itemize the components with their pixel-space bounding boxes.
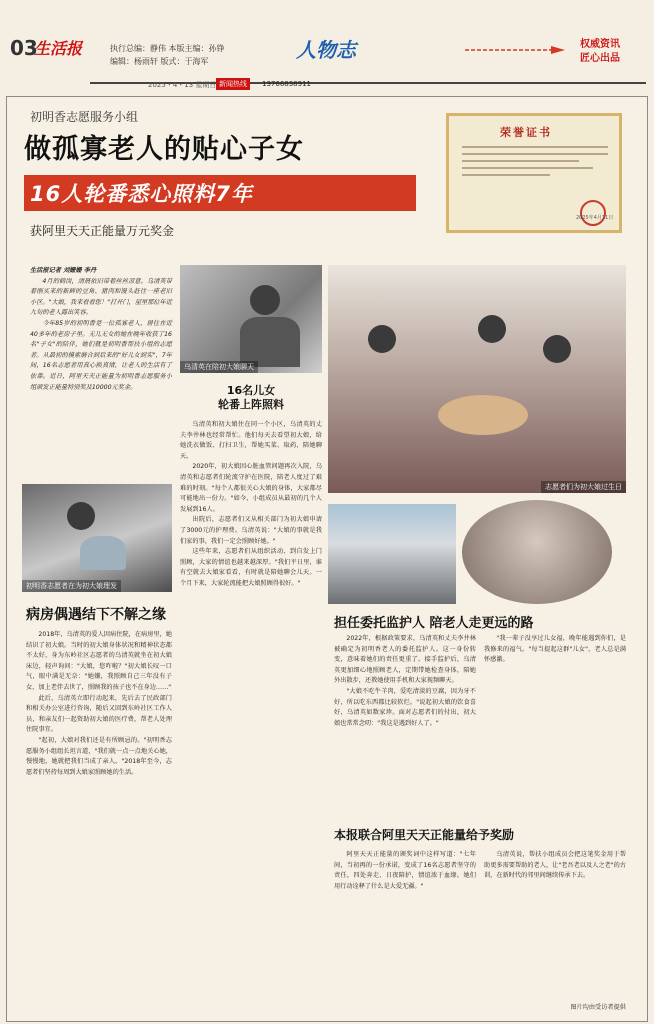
article-subhead: 16人轮番悉心照料7年 [30, 182, 253, 206]
section3-paragraph: "大娘不吃牛羊肉，爱吃清淡的豆腐，因为牙不好，所以吃东西都比较软烂。"说起初大娘的饮食喜好，乌清英如数家珍。面对志愿者们的付出，初大娘也常常念叨："我这是遇到好人了。" [334, 687, 476, 727]
photo2-caption: 乌清英在陪初大娘聊天 [180, 361, 258, 373]
intro-text [30, 266, 172, 393]
section2-paragraph: 2020年，初大娘因心脏血管问题再次入院，乌清英和志愿者们轮流守护在医院，陪老人度过了艰难的时刻。"每个人都很关心大娘的身体，大家都尽可能地出一份力。"如今，小组成员从最初的几个人发展到16人。 [180, 463, 322, 513]
slogan-line-2: 匠心出品 [580, 53, 620, 64]
intro-byline: 生活报记者 刘姗姗 李丹 [30, 267, 97, 274]
section4-text-col2 [484, 850, 626, 882]
photo1-caption: 初明香志愿者在为初大娘理发 [22, 580, 121, 592]
section1-paragraph: 此后，乌清英立即行动起来，先后去了民政部门和相关办公室进行咨询，随后又回到东岭社区工作人员，和亲友们一起资助初大娘的医疗费，帮老人处理住院事宜。 [26, 694, 172, 734]
photo-outing [328, 504, 456, 604]
section3-paragraph: 2022年，根据政策要求，乌清英和丈夫李井林被确定为初明香老人的委托监护人。这一身份转变，意味着她们的责任更重了。接手监护后，乌清英更加细心地照顾老人，定期带她检查身体，陪她外出散步，还教她使用手机和大家视频聊天。 [334, 635, 476, 685]
issue-date: 2025・4・13 星期日 [148, 81, 217, 89]
hotline-number: 13766838911 [262, 80, 311, 88]
photo-chatting [180, 265, 322, 373]
article-headline: 做孤寡老人的贴心子女 [24, 134, 304, 165]
section2-title-line2: 轮番上阵照料 [218, 398, 284, 411]
header-slogan [580, 38, 620, 66]
photo3-caption: 志愿者们为初大娘过生日 [541, 481, 626, 493]
credit-line-1: 执行总编：静伟 本版主编：孙铮 [110, 44, 225, 53]
section4-paragraph: 乌清英说，帮扶小组成员会把这笔奖金用于帮助更多需要帮助的老人，让"老吾老以及人之老"的古训，在新时代的邻里间继续传承下去。 [484, 851, 626, 880]
section1-paragraph: "起初，大娘对我们还是有所顾忌的。"初明香志愿服务小组组长坦言道，"我们就一点一点地关心她，慢慢地，她就把我们当成了亲人。"2018年至今，志愿者们坚持每周到大娘家照顾她的生活。 [26, 736, 172, 776]
photo-credit: 图片均由受访者提供 [570, 1004, 626, 1011]
slogan-line-1: 权威资讯 [580, 39, 620, 50]
section4-text-col1 [334, 850, 476, 892]
certificate-title: 荣誉证书 [500, 126, 552, 139]
photo-birthday-party [328, 265, 626, 493]
section1-paragraph: 2018年，乌清英的爱人因病住院，在病房里，她结识了初大娘。当时的初大娘身体状况和精神状态都不太好，身为东岭社区志愿者的乌清英就坐在初大娘床边，轻声询问："大娘，您咋啦？"初大娘长叹一口气，眼中满是无奈："她嫌，我照顾自己三年没有子女，加上老伴去世了，照顾我的孩子也不在身边……" [26, 631, 172, 691]
certificate-date: 2025年4月11日 [576, 215, 614, 221]
section3-paragraph: "我一辈子没享过儿女福，晚年能遇到你们，是我修来的福气。"每当提起这群"儿女"，老人总是满怀感激。 [484, 635, 626, 664]
newspaper-logo: 生活报 [34, 39, 83, 58]
photo-group [462, 500, 612, 604]
section2-paragraph: 出院后，志愿者们又从相关部门为初大娘申请了3000元的护理费。乌清英说："大娘的事就是我们家的事，我们一定会照顾好她。" [180, 516, 322, 545]
section3-title: 担任委托监护人 陪老人走更远的路 [334, 616, 534, 631]
section2-title-line1: 16名儿女 [226, 384, 276, 397]
photo-haircut [22, 484, 172, 592]
section3-text-col1 [334, 634, 476, 729]
hotline-label: 新闻热线 [216, 78, 250, 90]
section3-text-col2 [484, 634, 626, 666]
certificate-seal [580, 200, 606, 226]
section4-paragraph: 阿里天天正能量的颁奖词中这样写道："七年间，当初再的一份承诺，变成了16名志愿者坚守的责任，四处奔走、日夜陪护，情谊浓于血缘。她们用行动诠释了什么是大爱无疆。" [334, 851, 476, 890]
header-arrow-decoration [465, 45, 565, 55]
section1-text [26, 630, 172, 778]
section-title: 人物志 [296, 38, 356, 62]
section2-text [180, 420, 322, 590]
editor-credits [110, 42, 225, 68]
article-kicker: 初明香志愿服务小组 [30, 110, 139, 124]
intro-paragraph: 4月的鹤岗，清晨依旧带着丝丝凉意。乌清英带着刚买来的新鲜的豆角、猪肉和馒头赶往一座老旧小区。"大娘，我来看看您！"打开门，屋里那位年近九旬的老人露出笑容。 [30, 277, 172, 317]
credit-line-2: 编辑：杨雨轩 版式：于海军 [110, 57, 209, 66]
page-number: 03 [10, 36, 38, 60]
article-deck: 获阿里天天正能量万元奖金 [30, 224, 175, 238]
section4-title: 本报联合阿里天天正能量给予奖励 [334, 828, 515, 842]
section1-title: 病房偶遇结下不解之缘 [26, 607, 166, 623]
section2-paragraph: 这些年来，志愿者们从组织活动、到自发上门照顾，大家的情谊也越来越深厚。"我们平日里，谁有空就去大娘家看看，有时就是陪她聊会儿天。一个月下来，大家轮流能把大娘照顾得很好。" [180, 548, 322, 587]
section2-title [180, 384, 322, 412]
section2-paragraph: 乌清英和初大娘住在同一个小区，乌清英的丈夫李井林也经常帮忙。他们每天去看望初大娘，给她洗衣做饭、打扫卫生，帮她买菜、取药，陪她聊天。 [180, 421, 322, 460]
intro-paragraph: 今年85岁的初明香是一位孤寡老人，居住在近40多年的老房子里。无儿无女的她在晚年收获了16名"子女"的陪伴，她们就是初明香帮扶小组的志愿者。从最初的摸索磨合到后来的"好儿女到实"，7年间，16名志愿者用真心换真情，让老人的生活有了依靠。近日，阿里天天正能量为初明香志愿服务小组颁发正能量特别奖及10000元奖金。 [30, 319, 172, 391]
certificate-text-lines [462, 146, 608, 181]
